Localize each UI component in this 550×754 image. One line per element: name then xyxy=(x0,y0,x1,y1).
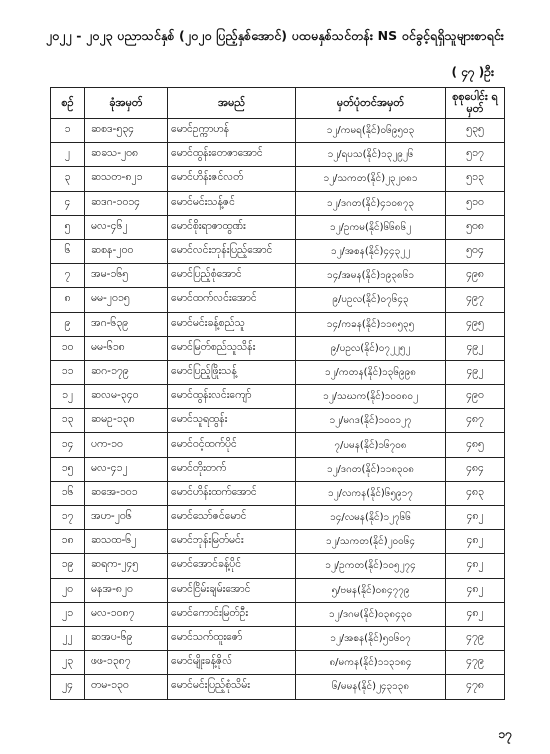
seat-id: အဂ-၆၃၉ xyxy=(85,312,168,336)
total-marks: ၅၁၃ xyxy=(446,167,505,191)
total-marks: ၄၉၅ xyxy=(446,312,505,336)
table-row xyxy=(51,119,505,143)
col-header-nrc: မှတ်ပုံတင်အမှတ် xyxy=(296,88,446,119)
total-marks: ၄၈၂ xyxy=(446,602,505,626)
row-number: ၂၄ xyxy=(51,675,85,699)
student-name: မောင်မင်းသန့်ဇင် xyxy=(168,191,296,215)
table-row xyxy=(51,675,505,699)
total-marks: ၄၇၈ xyxy=(446,675,505,699)
table-row xyxy=(51,433,505,457)
student-name: မောင်ထွန်းတေဇာအောင် xyxy=(168,143,296,167)
student-name: မောင်ဟိန်းဇင်လတ် xyxy=(168,167,296,191)
row-number: ၂ xyxy=(51,143,85,167)
total-marks: ၄၈၇ xyxy=(446,409,505,433)
col-header-seat-id: ခုံအမှတ် xyxy=(85,88,168,119)
student-name: မောင်လင်းဘုန်းပြည့်အောင် xyxy=(168,239,296,263)
table-row xyxy=(51,602,505,626)
nrc-number: ၇/ပမန(နိုင်)၁၆၇၀၈ xyxy=(296,433,446,457)
nrc-number: ၁၂/ဒဂမ(နိုင်)၀၃၈၄၃၀ xyxy=(296,602,446,626)
total-marks: ၄၇၉ xyxy=(446,626,505,650)
seat-id: ဆသထ-၆၂ xyxy=(85,530,168,554)
total-marks: ၄၉၂ xyxy=(446,336,505,360)
admission-table xyxy=(50,87,505,700)
nrc-number: ၁၂/အစန(နိုင်)၅၀၆၀၇ xyxy=(296,626,446,650)
student-name: မောင်ဟိန်းထက်အောင် xyxy=(168,481,296,505)
student-name: မောင်မင်းပြည့်စုံသိမ်း xyxy=(168,675,296,699)
nrc-number: ၁၂/သကတ(နိုင်)၂၃၂၀၈၁ xyxy=(296,167,446,191)
row-number: ၆ xyxy=(51,239,85,263)
row-number: ၃ xyxy=(51,167,85,191)
student-name: မောင်ဘုန်းမြတ်မင်း xyxy=(168,530,296,554)
nrc-number: ၁၂/ကမရ(နိုင်)၀၆၉၅၀၃ xyxy=(296,119,446,143)
nrc-number: ၁၂/ရပသ(နိုင်)၁၃၂၉၂၆ xyxy=(296,143,446,167)
nrc-number: ၁၂/သကတ(နိုင်)၂၀၀၆၄ xyxy=(296,530,446,554)
seat-id: တမ-၁၃၀ xyxy=(85,675,168,699)
row-number: ၂၃ xyxy=(51,651,85,675)
total-marks: ၄၈၂ xyxy=(446,554,505,578)
row-number: ၁၁ xyxy=(51,360,85,384)
student-name: မောင်မင်းခန့်စည်သူ xyxy=(168,312,296,336)
student-name: မောင်တိုးတက် xyxy=(168,457,296,481)
student-name: မောင်ထက်လင်းအောင် xyxy=(168,288,296,312)
table-row xyxy=(51,530,505,554)
student-name: မောင်ပြည့်ဖြိုးသန့် xyxy=(168,360,296,384)
table-row xyxy=(51,312,505,336)
total-marks: ၅၁၀ xyxy=(446,191,505,215)
table-row xyxy=(51,506,505,530)
total-marks: ၅၀၄ xyxy=(446,239,505,263)
total-marks: ၄၈၄ xyxy=(446,457,505,481)
table-row xyxy=(51,360,505,384)
table-row xyxy=(51,215,505,239)
total-marks: ၅၁၇ xyxy=(446,143,505,167)
nrc-number: ၁၂/ဒဂတ(နိုင်)၄၁၀၈၇၃ xyxy=(296,191,446,215)
seat-id: မလ-၁၀၈၇ xyxy=(85,602,168,626)
table-header-row xyxy=(51,88,505,119)
nrc-number: ၉/ပဥလ(နိုင်)၀၇၆၄၃ xyxy=(296,288,446,312)
row-number: ၁၃ xyxy=(51,409,85,433)
student-name: မောင်ပြည့်စုံအောင် xyxy=(168,264,296,288)
row-number: ၄ xyxy=(51,191,85,215)
row-number: ၇ xyxy=(51,264,85,288)
student-name: မောင်သက်ထူးဇော် xyxy=(168,626,296,650)
nrc-number: ၆/မမန(နိုင်)၂၄၃၁၃၈ xyxy=(296,675,446,699)
table-row xyxy=(51,167,505,191)
total-marks: ၄၉၂ xyxy=(446,360,505,384)
row-number: ၁၆ xyxy=(51,481,85,505)
seat-id: ဆရက-၂၄၅ xyxy=(85,554,168,578)
table-row xyxy=(51,191,505,215)
seat-id: ဖဖ-၁၃၈၇ xyxy=(85,651,168,675)
total-marks: ၄၉၇ xyxy=(446,288,505,312)
student-name: မောင်ထွန်းလင်းကျော် xyxy=(168,385,296,409)
seat-id: ဆဂ-၁၇၉ xyxy=(85,360,168,384)
total-count: ( ၄၇ )ဦး xyxy=(451,65,494,79)
row-number: ၁၀ xyxy=(51,336,85,360)
total-marks: ၄၈၂ xyxy=(446,530,505,554)
nrc-number: ၁၂/အစန(နိုင်)၄၄၃၂၂ xyxy=(296,239,446,263)
nrc-number: ၁၂/ကတန(နိုင်)၁၃၆၉၉၈ xyxy=(296,360,446,384)
student-name: မောင်သော်ဇင်မောင် xyxy=(168,506,296,530)
seat-id: မလ-၄၁၂ xyxy=(85,457,168,481)
nrc-number: ၁၄/ကခန(နိုင်)၁၁၈၅၃၅ xyxy=(296,312,446,336)
student-name: မောင်ကောင်းမြတ်ဦး xyxy=(168,602,296,626)
seat-id: ဆမဥ-၁၃၈ xyxy=(85,409,168,433)
row-number: ၁ xyxy=(51,119,85,143)
seat-id: ဆစဒ-၅၃၄ xyxy=(85,119,168,143)
table-row xyxy=(51,239,505,263)
seat-id: မနအ-၈၂၀ xyxy=(85,578,168,602)
nrc-number: ၅/ဗမန(နိုင်)၀၈၄၇၇၉ xyxy=(296,578,446,602)
table-row xyxy=(51,457,505,481)
student-name: မောင်စိုးရာဇာထွဏ်း xyxy=(168,215,296,239)
total-marks: ၄၈၃ xyxy=(446,481,505,505)
nrc-number: ၁၂/မဂဒ(နိုင်)၁၀၀၁၂၇ xyxy=(296,409,446,433)
seat-id: ဆခသ-၂၀၈ xyxy=(85,143,168,167)
row-number: ၁၂ xyxy=(51,385,85,409)
student-name: မောင်အောင်ခန့်ပိုင် xyxy=(168,554,296,578)
total-marks: ၄၉၈ xyxy=(446,264,505,288)
nrc-number: ၁၂/လကန(နိုင်)၆၅၉၁၇ xyxy=(296,481,446,505)
row-number: ၁၉ xyxy=(51,554,85,578)
table-row xyxy=(51,578,505,602)
row-number: ၂၂ xyxy=(51,626,85,650)
seat-id: ဆလမ-၃၄၀ xyxy=(85,385,168,409)
table-row xyxy=(51,385,505,409)
total-marks: ၅၃၅ xyxy=(446,119,505,143)
table-row xyxy=(51,481,505,505)
row-number: ၁၄ xyxy=(51,433,85,457)
nrc-number: ၈/မကန(နိုင်)၁၁၃၁၈၄ xyxy=(296,651,446,675)
col-header-name: အမည် xyxy=(168,88,296,119)
row-number: ၂၁ xyxy=(51,602,85,626)
student-name: မောင်သူရထွန်း xyxy=(168,409,296,433)
row-number: ၉ xyxy=(51,312,85,336)
row-number: ၁၇ xyxy=(51,506,85,530)
row-number: ၁၅ xyxy=(51,457,85,481)
total-marks: ၄၇၉ xyxy=(446,651,505,675)
seat-id: ဆစန-၂၀၀ xyxy=(85,239,168,263)
seat-id: မမ-၆၁၈ xyxy=(85,336,168,360)
total-marks: ၅၀၈ xyxy=(446,215,505,239)
total-marks: ၄၈၂ xyxy=(446,578,505,602)
student-name: မောင်မျိုးခန့်ဇိုလ် xyxy=(168,651,296,675)
total-marks: ၄၈၂ xyxy=(446,506,505,530)
table-row xyxy=(51,143,505,167)
document-title: ၂၀၂၂ - ၂၀၂၃ ပညာသင်နှစ် (၂၀၂၀ ပြည့်နှစ်အောင်) ပထမနှစ်သင်တန်း NS ဝင်ခွင့်ရရှိသူများစာရင်း xyxy=(45,28,505,43)
seat-id: ဆဒဂ-၁၀၁၄ xyxy=(85,191,168,215)
row-number: ၂၀ xyxy=(51,578,85,602)
table-row xyxy=(51,409,505,433)
col-header-total-marks: စုစုပေါင်း ရမှတ် xyxy=(446,88,505,119)
table-row xyxy=(51,626,505,650)
col-header-no: စဉ် xyxy=(51,88,85,119)
nrc-number: ၁၄/လမန(နိုင်)၁၂၇၆၆ xyxy=(296,506,446,530)
table-row xyxy=(51,336,505,360)
seat-id: အဟ-၂၀၆ xyxy=(85,506,168,530)
nrc-number: ၁၂/ဒဂတ(နိုင်)၁၁၈၃၀၈ xyxy=(296,457,446,481)
table-row xyxy=(51,554,505,578)
table-body xyxy=(51,119,505,700)
student-name: မောင်မြတ်စည်သူသိန်း xyxy=(168,336,296,360)
table-row xyxy=(51,264,505,288)
nrc-number: ၁၂/ဥကမ(နိုင်)၆၆၈၆၂ xyxy=(296,215,446,239)
page-number: ၁၇ xyxy=(498,727,512,741)
nrc-number: ၁၄/အမန(နိုင်)၁၉၃၈၆၁ xyxy=(296,264,446,288)
row-number: ၈ xyxy=(51,288,85,312)
seat-id: ဆအေ-၁၀၁ xyxy=(85,481,168,505)
seat-id: မလ-၄၆၂ xyxy=(85,215,168,239)
nrc-number: ၁၂/ဥကတ(နိုင်)၁၀၅၂၇၄ xyxy=(296,554,446,578)
table-row xyxy=(51,288,505,312)
row-number: ၅ xyxy=(51,215,85,239)
seat-id: ပက-၁၀ xyxy=(85,433,168,457)
table-row xyxy=(51,651,505,675)
student-name: မောင်ဝင့်ထက်ပိုင် xyxy=(168,433,296,457)
seat-id: ဆအပ-၆၉ xyxy=(85,626,168,650)
total-marks: ၄၉၀ xyxy=(446,385,505,409)
seat-id: ဆသတ-၈၂၁ xyxy=(85,167,168,191)
student-name: မောင်ငြိမ်းချမ်းအောင် xyxy=(168,578,296,602)
student-name: မောင်ဥက္ကာဟန် xyxy=(168,119,296,143)
seat-id: မမ-၂၀၁၅ xyxy=(85,288,168,312)
nrc-number: ၉/ပဥလ(နိုင်)၀၇၂၂၅၂ xyxy=(296,336,446,360)
row-number: ၁၈ xyxy=(51,530,85,554)
nrc-number: ၁၂/သဃက(နိုင်)၁၀၀၈၀၂ xyxy=(296,385,446,409)
total-marks: ၄၈၅ xyxy=(446,433,505,457)
seat-id: အမ-၁၆၅ xyxy=(85,264,168,288)
